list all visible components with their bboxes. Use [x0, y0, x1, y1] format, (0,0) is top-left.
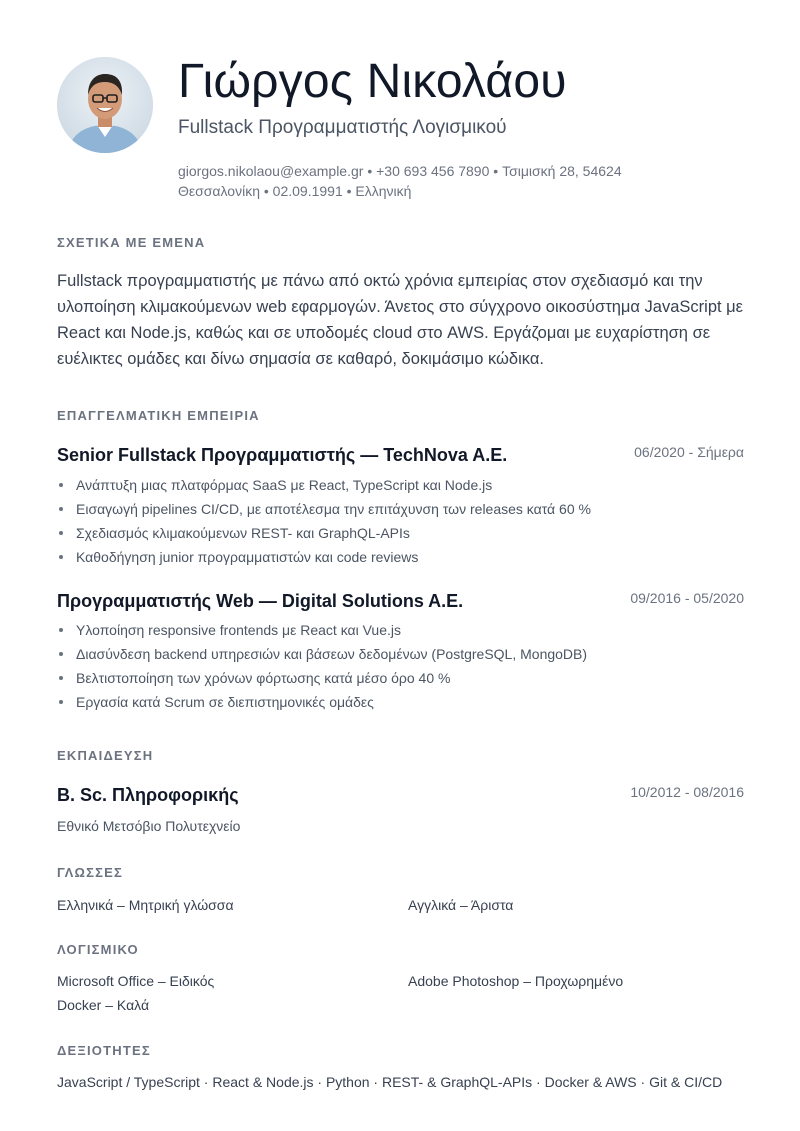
language-item: Ελληνικά – Μητρική γλώσσα — [57, 897, 234, 913]
about-text: Fullstack προγραμματιστής με πάνω από οκτώ χρόνια εμπειρίας στον σχεδιασμό και την υλοποίηση κλιμακούμενων web εφαρμογών. Άνετος στο σύγχρονο οικοσύστημα JavaScript με React και Node.js, καθώς και σε υποδομές cloud στο AWS. Εργάζομαι με ευχαρίστηση σε ευέλικτες ομάδες και δίνω σημασία σε καθαρό, δοκιμάσιμο κώδικα. — [57, 272, 744, 368]
degree-title: B. Sc. Πληροφορικής — [57, 785, 239, 805]
job-bullets — [57, 473, 747, 569]
list-item: Βελτιστοποίηση των χρόνων φόρτωσης κατά μέσο όρο 40 % — [57, 666, 747, 690]
contact-line: Θεσσαλονίκη • 02.09.1991 • Ελληνική — [178, 183, 412, 199]
job-date: 06/2020 - Σήμερα — [634, 444, 744, 460]
skills-text: JavaScript / TypeScript · React & Node.js · Python · REST- & GraphQL-APIs · Docker & AWS · Git & CI/CD — [57, 1074, 723, 1090]
software-item: Adobe Photoshop – Προχωρημένο — [408, 973, 624, 989]
section-title-software: ΛΟΓΙΣΜΙΚΟ — [57, 942, 139, 957]
list-item: Ανάπτυξη μιας πλατφόρμας SaaS με React, TypeScript και Node.js — [57, 473, 747, 497]
list-item: Καθοδήγηση junior προγραμματιστών και code reviews — [57, 545, 747, 569]
job-title: Προγραμματιστής Web — Digital Solutions A.E. — [57, 591, 464, 611]
section-title-about: ΣΧΕΤΙΚΑ ΜΕ ΕΜΕΝΑ — [57, 235, 206, 250]
job-bullets — [57, 618, 747, 714]
section-title-languages: ΓΛΩΣΣΕΣ — [57, 865, 123, 880]
contact-line: giorgos.nikolaou@example.gr • +30 693 456 7890 • Τσιμισκή 28, 54624 — [178, 163, 622, 179]
school-name: Εθνικό Μετσόβιο Πολυτεχνείο — [57, 818, 241, 834]
language-item: Αγγλικά – Άριστα — [408, 897, 514, 913]
job-subtitle: Fullstack Προγραμματιστής Λογισμικού — [178, 117, 507, 138]
job-title: Senior Fullstack Προγραμματιστής — TechNova A.E. — [57, 445, 508, 465]
list-item: Εργασία κατά Scrum σε διεπιστημονικές ομάδες — [57, 690, 747, 714]
list-item: Υλοποίηση responsive frontends με React και Vue.js — [57, 618, 747, 642]
section-title-skills: ΔΕΞΙΟΤΗΤΕΣ — [57, 1043, 151, 1058]
list-item: Εισαγωγή pipelines CI/CD, με αποτέλεσμα την επιτάχυνση των releases κατά 60 % — [57, 497, 747, 521]
profile-photo — [57, 57, 153, 153]
section-title-education: ΕΚΠΑΙΔΕΥΣΗ — [57, 748, 154, 763]
education-date: 10/2012 - 08/2016 — [630, 784, 744, 800]
contact-info — [178, 161, 738, 201]
software-item: Docker – Καλά — [57, 997, 150, 1013]
person-name: Γιώργος Νικολάου — [178, 55, 567, 108]
list-item: Σχεδιασμός κλιμακούμενων REST- και GraphQL-APIs — [57, 521, 747, 545]
section-title-experience: ΕΠΑΓΓΕΛΜΑΤΙΚΗ ΕΜΠΕΙΡΙΑ — [57, 408, 260, 423]
list-item: Διασύνδεση backend υπηρεσιών και βάσεων δεδομένων (PostgreSQL, MongoDB) — [57, 642, 747, 666]
software-item: Microsoft Office – Ειδικός — [57, 973, 215, 989]
job-date: 09/2016 - 05/2020 — [630, 590, 744, 606]
